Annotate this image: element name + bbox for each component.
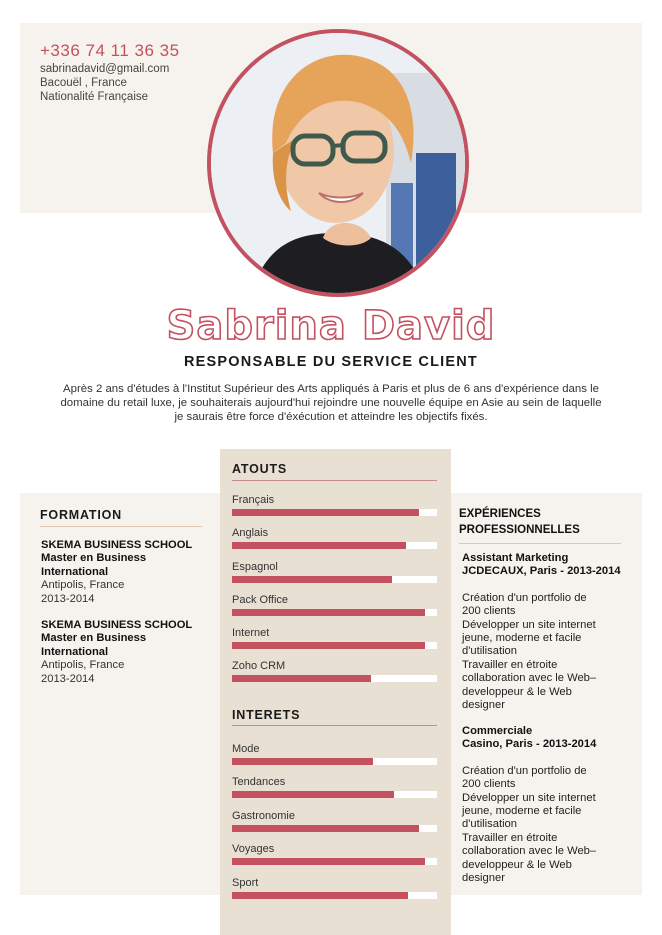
skill-label: Internet [232,627,270,639]
experience-line: 200 clients [462,605,516,618]
experience-role: Assistant Marketing [462,552,569,564]
experiences-divider [459,543,621,544]
skill-bar-fill [232,542,406,549]
portrait-illustration [211,33,465,293]
skill-bar [232,609,437,616]
interest-bar-fill [232,758,373,765]
skill-item [232,494,437,516]
skill-bar [232,576,437,583]
profile-summary: Après 2 ans d'études à l'Institut Supérieur des Arts appliqués à Paris et plus de 6 ans d'expérience dans le domaine du retail luxe, je souhaiterais aujourd'hui rejoindre une nouvelle équipe en Asie au sein de laquelle je saurais être force d'éxécution et atteindre les objectifs fixés. [60,383,602,423]
experience-company: JCDECAUX, Paris - 2013-2014 [462,565,621,578]
formation-school: SKEMA BUSINESS SCHOOL [41,619,193,631]
interest-item [232,743,437,765]
interest-bar [232,758,437,765]
experience-line: Développer un site internet [462,618,596,631]
experience-line: Création d'un portfolio de [462,764,587,777]
experience-line: developpeur & le Web [462,858,572,871]
interest-item [232,877,437,899]
experiences-title [459,506,629,538]
interets-divider [232,725,437,726]
experiences-title-line: PROFESSIONNELLES [459,524,580,536]
formation-divider [40,526,202,527]
skill-item [232,627,437,649]
interest-bar [232,892,437,899]
formation-school: SKEMA BUSINESS SCHOOL [41,539,193,551]
skill-label: Zoho CRM [232,660,286,672]
interest-item [232,776,437,798]
formation-degree: Master en Business [41,552,147,565]
skill-bar [232,642,437,649]
skill-label: Pack Office [232,594,289,606]
skill-item [232,527,437,549]
nationality-text: Nationalité Française [40,91,149,103]
formation-place: Antipolis, France [41,579,125,592]
experience-line: Création d'un portfolio de [462,591,587,604]
skill-bar-fill [232,509,419,516]
experience-line: designer [462,872,505,885]
interest-item [232,843,437,865]
formation-place: Antipolis, France [41,659,125,672]
formation-title: FORMATION [40,508,122,522]
formation-degree: International [41,565,109,578]
skill-item [232,594,437,616]
skill-bar-fill [232,675,371,682]
interest-bar [232,791,437,798]
formation-years: 2013-2014 [41,672,95,685]
email-text: sabrinadavid@gmail.com [40,63,170,75]
interest-bar [232,858,437,865]
formation-degree: Master en Business [41,632,147,645]
phone-number: +336 74 11 36 35 [40,41,180,60]
experience-company: Casino, Paris - 2013-2014 [462,738,597,751]
experiences-title-line: EXPÉRIENCES [459,508,541,520]
interest-bar-fill [232,892,408,899]
experience-line: Travailler en étroite [462,831,558,844]
experience-line: developpeur & le Web [462,685,572,698]
interest-bar-fill [232,858,425,865]
experience-role: Commerciale [462,725,533,737]
experience-line: designer [462,699,505,712]
atouts-divider [232,480,437,481]
atouts-title: ATOUTS [232,462,288,476]
experience-entry [462,552,622,712]
interest-bar [232,825,437,832]
interets-title: INTERETS [232,708,301,722]
job-title: RESPONSABLE DU SERVICE CLIENT [184,354,478,370]
skill-bar [232,509,437,516]
skill-bar-fill [232,576,392,583]
experience-line: collaboration avec le Web– [462,672,597,685]
experience-line: d'utilisation [462,818,517,831]
experience-line: collaboration avec le Web– [462,845,597,858]
interest-label: Voyages [232,843,275,855]
experience-line: Travailler en étroite [462,658,558,671]
skill-bar-fill [232,642,425,649]
interest-label: Sport [232,877,259,889]
skill-label: Anglais [232,527,269,539]
skill-label: Espagnol [232,561,278,573]
experience-line: Développer un site internet [462,791,596,804]
skill-bar [232,542,437,549]
interest-bar-fill [232,825,419,832]
interest-label: Tendances [232,776,286,788]
experience-line: jeune, moderne et facile [462,632,582,645]
location-text: Bacouël , France [40,77,127,89]
experience-line: 200 clients [462,778,516,791]
formation-entry [41,539,206,606]
skill-item [232,660,437,682]
skill-bar [232,675,437,682]
interest-label: Gastronomie [232,810,295,822]
profile-photo [207,29,469,297]
interest-label: Mode [232,743,260,755]
experience-entry [462,725,622,885]
contact-block [40,40,180,104]
formation-entry [41,619,206,686]
skill-bar-fill [232,609,425,616]
formation-years: 2013-2014 [41,592,95,605]
experience-line: jeune, moderne et facile [462,805,582,818]
skill-item [232,561,437,583]
experience-line: d'utilisation [462,645,517,658]
formation-degree: International [41,645,109,658]
interest-bar-fill [232,791,394,798]
candidate-name: Sabrina David [166,303,496,349]
skill-label: Français [232,494,275,506]
interest-item [232,810,437,832]
